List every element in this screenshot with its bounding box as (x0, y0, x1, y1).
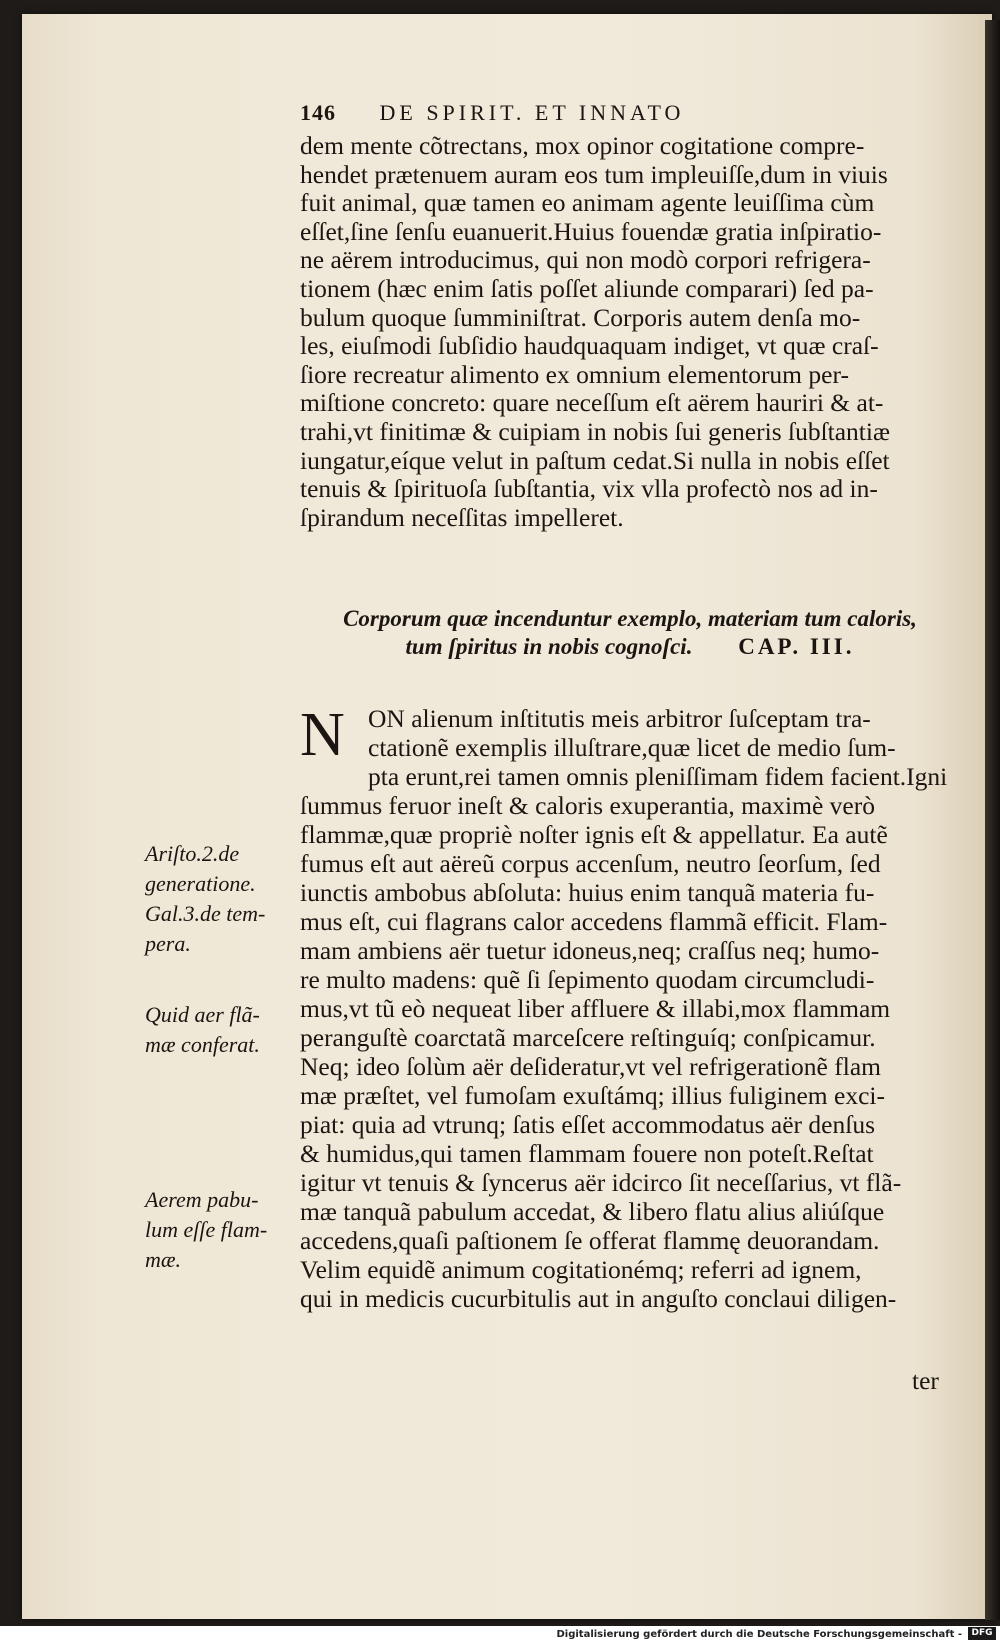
chapter-title-line-1: Corporum quæ incenduntur exemplo, materiam tum caloris, (343, 606, 917, 631)
text-line: miſtione concreto: quare neceſſum eſt aërem hauriri & at- (300, 388, 884, 418)
text-line: ſpirandum neceſſitas impelleret. (300, 502, 624, 532)
text-line: ne aërem introducimus, qui non modò corpori refrigera- (300, 245, 871, 275)
text-line: hendet prætenuem auram eos tum impleuiſſe,dum in viuis (300, 159, 888, 189)
text-line: trahi,vt finitimæ & cuipiam in nobis ſui generis ſubſtantiæ (300, 416, 890, 446)
margin-note-line: Gal.3.de tem- (145, 901, 266, 926)
margin-note-sources (145, 839, 295, 959)
running-title: DE SPIRIT. ET INNATO (379, 100, 685, 125)
text-line: ſummus feruor ineſt & caloris exuperantia, maximè verò (300, 791, 875, 820)
text-line: mus eſt, cui flagrans calor accedens flammã efficit. Flam- (300, 907, 888, 936)
text-line: accedens,quaſi paſtionem ſe offerat flammę deuorandam. (300, 1226, 880, 1255)
text-line: pta erunt,rei tamen omnis pleniſſimam fidem facient.Igni (368, 762, 948, 791)
text-line: iunctis ambobus abſoluta: huius enim tanquã materia fu- (300, 878, 875, 907)
margin-note-air-flame (145, 1000, 295, 1060)
text-line: les, eiuſmodi ſubſidio haudquaquam indiget, vt quæ craſ- (300, 331, 879, 361)
footer-credit: Digitalisierung gefördert durch die Deutsche Forschungsgemeinschaft - (556, 1629, 962, 1640)
text-line: ctationẽ exemplis illuſtrare,quæ licet de medio ſum- (368, 733, 896, 762)
text-line: tionem (hæc enim ſatis poſſet aliunde comparari) ſed pa- (300, 273, 874, 303)
running-head (300, 100, 820, 126)
margin-note-line: Quid aer flã- (145, 1002, 260, 1027)
text-line: ON alienum inſtitutis meis arbitror ſuſceptam tra- (368, 704, 871, 733)
chapter-heading (300, 605, 960, 661)
page-edge-shadow (985, 20, 1000, 1620)
text-line: ſiore recreatur alimento ex omnium elementorum per- (300, 359, 849, 389)
margin-note-air-fuel (145, 1185, 295, 1275)
text-line: Velim equidẽ animum cogitationémq; referri ad ignem, (300, 1255, 862, 1284)
chapter-title-line-2: tum ſpiritus in nobis cognoſci. (405, 634, 693, 659)
margin-note-line: pera. (145, 931, 191, 956)
margin-note-line: generatione. (145, 871, 256, 896)
page-number: 146 (300, 100, 336, 125)
margin-note-line: lum eſſe flam- (145, 1217, 268, 1242)
text-line: eſſet,ſine ſenſu euanuerit.Huius fouendæ gratia inſpiratio- (300, 216, 882, 246)
dfg-logo: DFG (968, 1627, 996, 1640)
text-line: igitur vt tenuis & ſyncerus aër idcirco ſit neceſſarius, vt flã- (300, 1168, 902, 1197)
text-line: mam ambiens aër tuetur idoneus,neq; craſſus neq; humo- (300, 936, 880, 965)
text-line: flammæ,quæ propriè noſter ignis eſt & appellatur. Ea autẽ (300, 820, 888, 849)
text-line: fumus eſt aut aëreũ corpus accenſum, neutro ſeorſum, ſed (300, 849, 881, 878)
text-line: iungatur,eíque velut in paſtum cedat.Si nulla in nobis eſſet (300, 445, 890, 475)
text-line: mus,vt tũ eò nequeat liber affluere & illabi,mox flammam (300, 994, 891, 1023)
body-text (300, 132, 960, 532)
margin-note-line: mæ. (145, 1247, 182, 1272)
catchword: ter (912, 1366, 939, 1395)
text-line: peranguſtè coarctatã marceſcere reſtinguíq; conſpicamur. (300, 1023, 876, 1052)
text-line: mæ præſtet, vel fumoſam exuſtámq; illius fuliginem exci- (300, 1081, 885, 1110)
text-line: qui in medicis cucurbitulis aut in anguſto conclaui diligen- (300, 1284, 897, 1313)
text-line: dem mente cõtrectans, mox opinor cogitatione compre- (300, 131, 865, 160)
chapter-number: CAP. III. (738, 634, 855, 659)
margin-note-line: Ariſto.2.de (145, 841, 240, 866)
text-line: tenuis & ſpirituoſa ſubſtantia, vix vlla profectò nos ad in- (300, 474, 878, 504)
drop-capital: N (300, 701, 345, 769)
text-line: re multo madens: quẽ ſi ſepimento quodam circumcludi- (300, 965, 875, 994)
text-line: Neq; ideo ſolùm aër deſideratur,vt vel refrigerationẽ flam (300, 1052, 881, 1081)
text-line: & humidus,qui tamen flammam fouere non poteſt.Reſtat (300, 1139, 874, 1168)
text-line: piat: quia ad vtrunq; ſatis eſſet accommodatus aër denſus (300, 1110, 875, 1139)
margin-note-line: Aerem pabu- (145, 1187, 259, 1212)
text-line: fuit animal, quæ tamen eo animam agente leuiſſima cùm (300, 188, 875, 218)
text-line: mæ tanquã pabulum accedat, & libero flatu alius aliúſque (300, 1197, 885, 1226)
margin-note-line: mæ conferat. (145, 1032, 260, 1057)
text-line: bulum quoque ſumminiſtrat. Corporis autem denſa mo- (300, 302, 861, 332)
chapter-text (300, 701, 960, 1313)
